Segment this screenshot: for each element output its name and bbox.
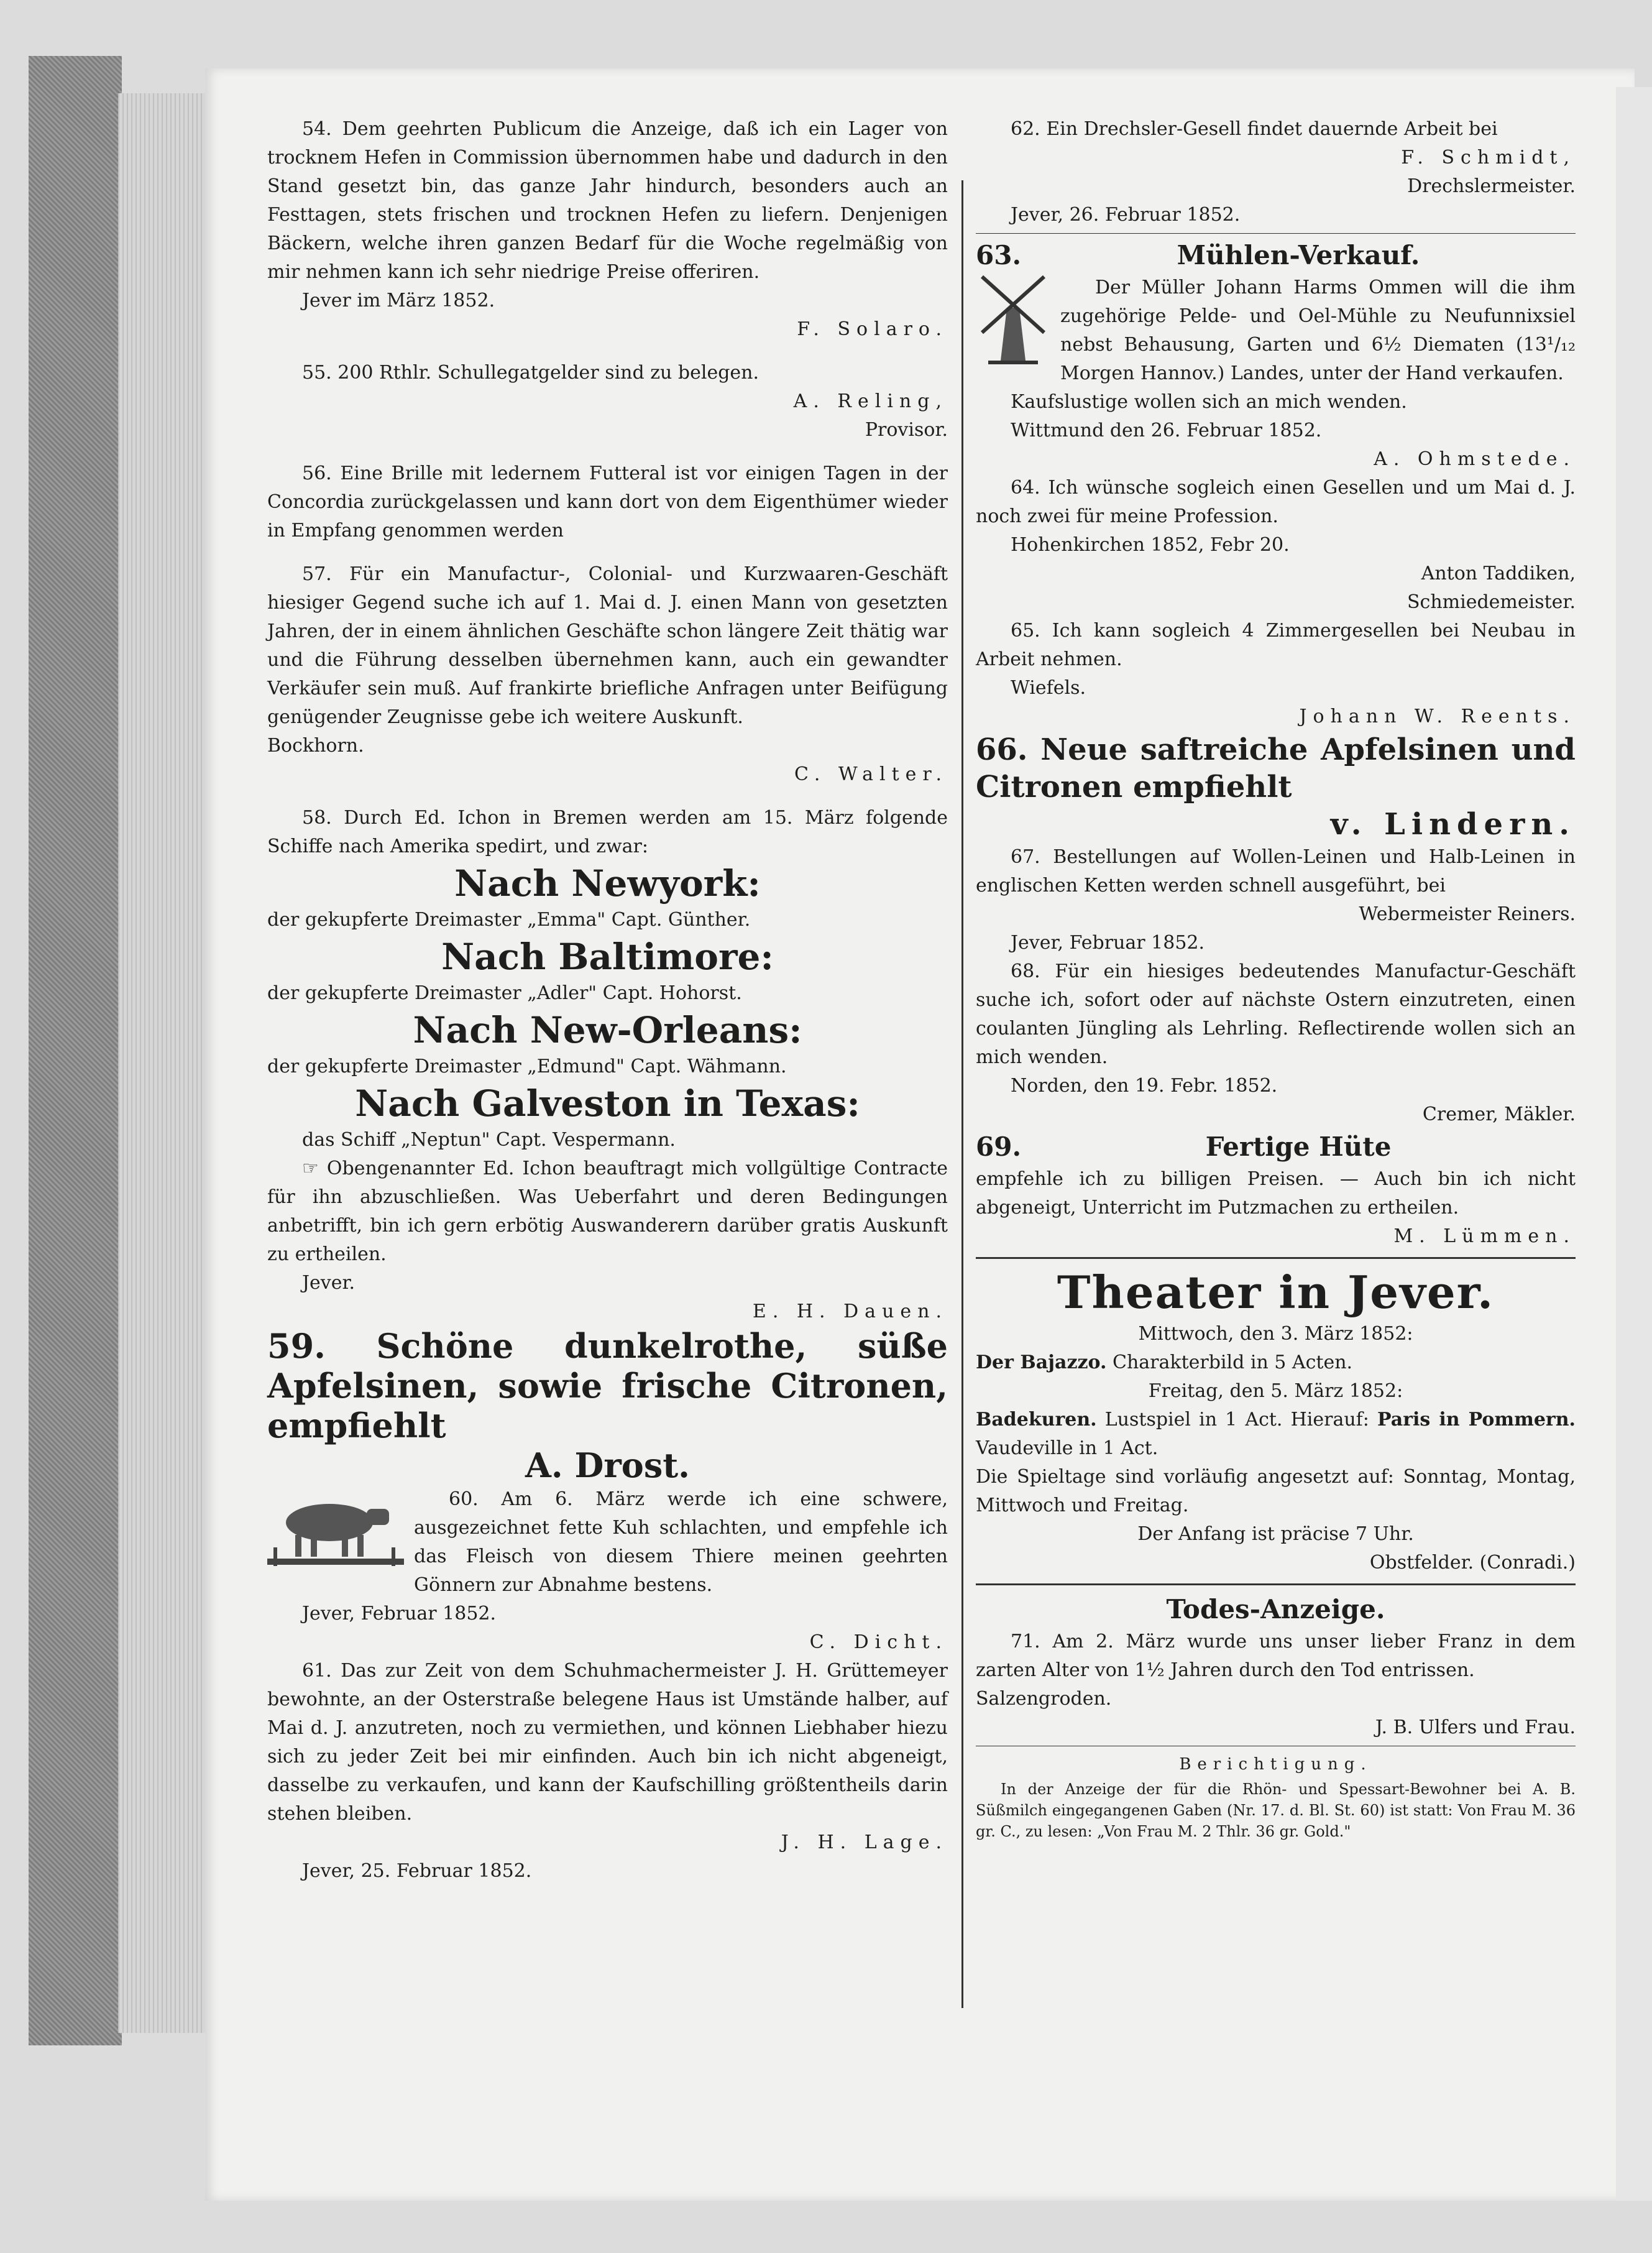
- notice-text: 61. Das zur Zeit von dem Schuhmachermeister J. H. Grüttemeyer bewohnte, an der Osterstraße belegene Haus ist Umstände halber, auf Mai d. J. anzutreten, noch zu vermiethen, und können Liebhaber hiezu sich zu jeder Zeit bei mir einfinden. Auch bin ich nicht abgeneigt, dasselbe zu verkaufen, und kann der Kaufschilling größtentheils darin stehen bleiben.: [267, 1660, 948, 1825]
- notice-67: [976, 843, 1576, 957]
- theater-start: Der Anfang ist präcise 7 Uhr.: [1137, 1523, 1414, 1545]
- notice-56: [267, 459, 948, 545]
- notice-text: ☞ Obengenannter Ed. Ichon beauftragt mich vollgültige Contracte für ihn abzuschließen. Was Ueberfahrt und deren Bedingungen anbetrifft, bin ich gern erbötig Auswanderern darüber gratis Auskunft zu ertheilen.: [267, 1158, 948, 1265]
- play-title-3: Paris in Pommern.: [1377, 1409, 1576, 1431]
- book-cover-edge: [29, 56, 122, 2045]
- notice-place: Jever, 26. Februar 1852.: [1011, 204, 1241, 226]
- notice-text: 60. Am 6. März werde ich eine schwere, ausgezeichnet fette Kuh schlachten, und empfehle ich das Fleisch von diesem Thiere meinen geehrten Gönnern zur Abnahme bestens.: [414, 1488, 948, 1596]
- notice-61: [267, 1657, 948, 1886]
- notice-text: 68. Für ein hiesiges bedeutendes Manufactur-Geschäft suche ich, sofort oder auf nächste Ostern einzutreten, einen coulanten Jüngling als Lehrling. Reflectirende wollen sich an mich wenden.: [976, 961, 1576, 1068]
- theater-announcement: [976, 1265, 1576, 1577]
- ship-heading-newyork: Nach Newyork:: [454, 862, 761, 905]
- notice-text: Der Müller Johann Harms Ommen will die ihm zugehörige Pelde- und Oel-Mühle zu Neufunnixsiel nebst Behausung, Garten und 6½ Diematen (13¹/₁₂ Morgen Hannov.) Landes, unter der Hand verkaufen.: [1060, 277, 1576, 384]
- notice-63: [976, 237, 1576, 474]
- notice-64: [976, 474, 1576, 617]
- notice-55: [267, 359, 948, 445]
- notice-text: Kaufslustige wollen sich an mich wenden.: [1011, 391, 1407, 413]
- page-edges: [118, 93, 211, 2033]
- theater-days: Die Spieltage sind vorläufig angesetzt auf: Sonntag, Montag, Mittwoch und Freitag.: [976, 1466, 1576, 1516]
- notice-number: 69.: [976, 1131, 1022, 1162]
- notice-signature: A. Reling,: [793, 390, 948, 412]
- notice-title: Fertige Hüte: [1205, 1131, 1392, 1162]
- cow-icon: [267, 1485, 404, 1572]
- notice-text: 54. Dem geehrten Publicum die Anzeige, daß ich ein Lager von trocknem Hefen in Commission übernommen habe und dadurch in den Stand gesetzt bin, das ganze Jahr hindurch, besonders auch an Festtagen, stets frischen und trocknen Hefen zu liefern. Denjenigen Bäckern, welche ihren ganzen Bedarf für die Woche regelmäßig von mir nehmen kann ich sehr niedrige Preise offeriren.: [267, 118, 948, 283]
- next-page-edge: [1616, 87, 1652, 2201]
- notice-signature: A. Ohmstede.: [1374, 448, 1576, 470]
- notice-text: 65. Ich kann sogleich 4 Zimmergesellen bei Neubau in Arbeit nehmen.: [976, 620, 1576, 670]
- notice-signature: M. Lümmen.: [1393, 1225, 1576, 1247]
- notice-signature: J. B. Ulfers und Frau.: [1375, 1716, 1576, 1738]
- theater-date-1: Mittwoch, den 3. März 1852:: [1138, 1323, 1413, 1345]
- notice-text: empfehle ich zu billigen Preisen. — Auch bin ich nicht abgeneigt, Unterricht im Putzmachen zu ertheilen.: [976, 1168, 1576, 1219]
- notice-62: [976, 115, 1576, 229]
- notice-66: [976, 731, 1576, 843]
- notice-place: Jever, 25. Februar 1852.: [302, 1860, 532, 1882]
- death-notice-title: Todes-Anzeige.: [1166, 1594, 1385, 1624]
- notice-place: Bockhorn.: [267, 735, 364, 757]
- notice-signature: C. Dicht.: [809, 1631, 948, 1653]
- notice-signature: A. Drost.: [525, 1445, 690, 1485]
- notice-place: Norden, den 19. Febr. 1852.: [1011, 1075, 1278, 1097]
- notice-place: Jever im März 1852.: [302, 290, 495, 311]
- notice-signature: C. Walter.: [794, 763, 948, 785]
- notice-text: 57. Für ein Manufactur-, Colonial- und Kurzwaaren-Geschäft hiesiger Gegend suche ich auf 1. Mai d. J. einen Mann von gesetzten Jahren, der in einem ähnlichen Geschäfte schon längere Zeit thätig war und die Führung desselben übernehmen kann, auch ein gewandter Verkäufer sein muß. Auf frankirte briefliche Anfragen unter Beifügung genügender Zeugnisse gebe ich weitere Auskunft.: [267, 563, 948, 728]
- left-column: [267, 115, 948, 1886]
- notice-place: Salzengroden.: [976, 1688, 1112, 1710]
- notice-signature-title: Drechslermeister.: [1407, 175, 1576, 197]
- notice-signature: v. Lindern.: [1330, 807, 1576, 842]
- notice-place: Jever, Februar 1852.: [302, 1603, 497, 1624]
- notice-title: Mühlen-Verkauf.: [1177, 240, 1420, 270]
- column-divider: [961, 180, 963, 2008]
- notice-signature: Webermeister Reiners.: [1359, 903, 1576, 925]
- notice-text: 62. Ein Drechsler-Gesell findet dauernde Arbeit bei: [1011, 118, 1498, 140]
- notice-number: 63.: [976, 240, 1022, 270]
- notice-signature: J. H. Lage.: [781, 1831, 948, 1853]
- notice-59: [267, 1326, 948, 1485]
- theater-date-2: Freitag, den 5. März 1852:: [1148, 1380, 1403, 1402]
- play-title-2: Badekuren.: [976, 1409, 1097, 1431]
- notice-signature: F. Schmidt,: [1401, 147, 1576, 168]
- death-notice: [976, 1592, 1576, 1742]
- right-column: [976, 115, 1576, 1842]
- notice-text: 71. Am 2. März wurde uns unser lieber Franz in dem zarten Alter von 1½ Jahren durch den Tod entrissen.: [976, 1631, 1576, 1681]
- ship-line: der gekupferte Dreimaster „Adler" Capt. Hohorst.: [267, 982, 742, 1004]
- notice-place: Hohenkirchen 1852, Febr 20.: [1011, 534, 1290, 556]
- ship-heading-neworleans: Nach New-Orleans:: [413, 1009, 802, 1051]
- theater-title: Theater in Jever.: [1057, 1266, 1495, 1319]
- notice-place: Jever, Februar 1852.: [1011, 932, 1205, 954]
- correction-title: Berichtigung.: [1179, 1755, 1372, 1774]
- notice-signature: Anton Taddiken,: [1421, 563, 1576, 584]
- notice-text: 64. Ich wünsche sogleich einen Gesellen und um Mai d. J. noch zwei für meine Profession.: [976, 477, 1576, 527]
- notice-54: [267, 115, 948, 344]
- notice-place: Jever.: [302, 1272, 356, 1294]
- notice-signature-title: Schmiedemeister.: [1406, 591, 1576, 613]
- ship-line: das Schiff „Neptun" Capt. Vespermann.: [302, 1129, 676, 1151]
- play-desc-1: Charakterbild in 5 Acten.: [1113, 1352, 1353, 1373]
- notice-signature: E. H. Dauen.: [752, 1301, 948, 1322]
- notice-65: [976, 617, 1576, 731]
- notice-place: Wiefels.: [1011, 677, 1086, 699]
- notice-headline: 66. Neue saftreiche Apfelsinen und Citronen empfiehlt: [976, 732, 1576, 804]
- notice-text: 56. Eine Brille mit ledernem Futteral ist vor einigen Tagen in der Concordia zurückgelassen und kann dort von dem Eigenthümer wieder in Empfang genommen werden: [267, 463, 948, 541]
- ship-line: der gekupferte Dreimaster „Emma" Capt. Günther.: [267, 909, 751, 931]
- notice-57: [267, 560, 948, 789]
- notice-place: Wittmund den 26. Februar 1852.: [1011, 420, 1322, 441]
- notice-69: [976, 1129, 1576, 1251]
- ship-heading-baltimore: Nach Baltimore:: [441, 936, 774, 978]
- notice-signature: Johann W. Reents.: [1299, 706, 1576, 727]
- ship-heading-galveston: Nach Galveston in Texas:: [355, 1082, 860, 1125]
- notice-60: [267, 1485, 948, 1657]
- notice-text: 67. Bestellungen auf Wollen-Leinen und Halb-Leinen in englischen Ketten werden schnell ausgeführt, bei: [976, 846, 1576, 896]
- notice-text: 55. 200 Rthlr. Schullegatgelder sind zu belegen.: [302, 362, 759, 384]
- correction-text: In der Anzeige der für die Rhön- und Spessart-Bewohner bei A. B. Süßmilch eingegangenen Gaben (Nr. 17. d. Bl. St. 60) ist statt: Von Frau M. 36 gr. C., zu lesen: „Von Frau M. 2 Thlr. 36 gr. Gold.": [976, 1781, 1576, 1840]
- notice-text: 58. Durch Ed. Ichon in Bremen werden am 15. März folgende Schiffe nach Amerika spedirt, und zwar:: [267, 807, 948, 857]
- windmill-icon: [976, 274, 1050, 367]
- play-title-1: Der Bajazzo.: [976, 1352, 1107, 1373]
- notice-signature-title: Provisor.: [865, 419, 948, 441]
- play-desc-3: Vaudeville in 1 Act.: [976, 1437, 1159, 1459]
- ship-line: der gekupferte Dreimaster „Edmund" Capt. Wähmann.: [267, 1056, 787, 1077]
- notice-58: [267, 804, 948, 1326]
- correction: [976, 1750, 1576, 1842]
- notice-68: [976, 957, 1576, 1129]
- theater-signature: Obstfelder. (Conradi.): [1369, 1552, 1576, 1573]
- notice-signature: Cremer, Mäkler.: [1422, 1103, 1576, 1125]
- play-desc-2: Lustspiel in 1 Act. Hierauf:: [1104, 1409, 1369, 1431]
- notice-headline: 59. Schöne dunkelrothe, süße Apfelsinen, sowie frische Citronen, empfiehlt: [267, 1326, 948, 1445]
- notice-signature: F. Solaro.: [797, 318, 948, 340]
